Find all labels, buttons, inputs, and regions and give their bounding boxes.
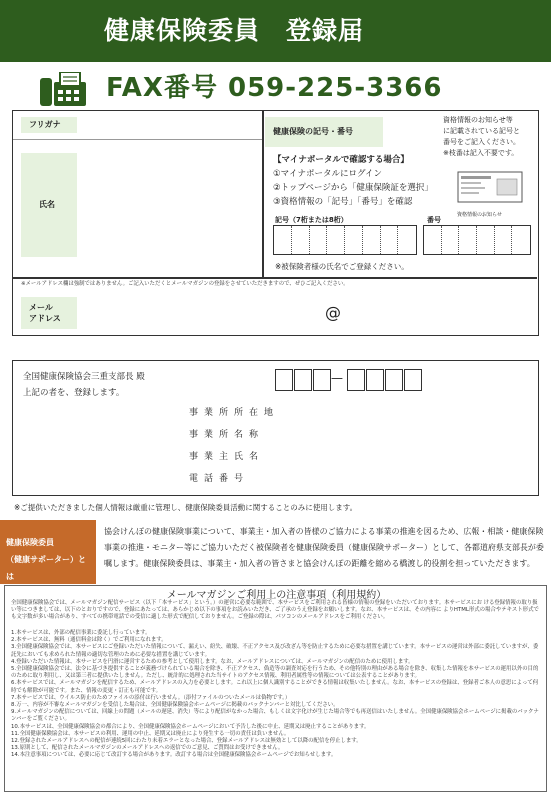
name-label: 氏名 — [21, 153, 77, 257]
phone-label: 電話番号 — [189, 474, 250, 484]
newsletter-terms — [4, 585, 547, 792]
email-note: ※メールアドレス欄は強制ではありません。ご記入いただくとメールマガジンの登録をさせていただきますので、ぜひご記入ください。 — [21, 281, 349, 287]
terms-item: 4.登録いただいた情報は、本サービスを円滑に運営するための参考として使用します。なお、メールアドレスについては、メールマガジンの配信のために使用します。 — [11, 658, 414, 665]
terms-item: 11.全国健康保険協会は、本サービスの利用、運用の中止、延期又は廃止により発生する一切の責任は負いません。 — [11, 730, 290, 737]
terms-item: 14.本注意事項については、必要に応じて改訂する場合があります。改訂する場合は全国健康保険協会ホームページでお知らせします。 — [11, 752, 337, 759]
employer-name-label: 事業主氏名 — [189, 452, 265, 462]
terms-item: 2.本サービスは、無料（通信料金は除く）でご利用になれます。 — [11, 637, 167, 644]
furigana-field[interactable] — [83, 115, 253, 137]
terms-item: 6.本サービスでは、メールマガジンを配信するため、メールアドレスの入力を必要とします。これ以上に個人識別することができる情報は収集いたしません。なお、本サービスの登録は、登録者ご本人の意思によって何時でも解除が可能です。また、情報の変更・訂正も可能です。 — [11, 680, 539, 694]
terms-item: 12.登録されたメールアドレスへの配信が連続5回にわたり未着エラーとなった場合、登録メールアドレスは無効として以降の配信を停止します。 — [11, 738, 362, 745]
email-label — [21, 297, 77, 329]
portal-step: ③資格情報の「記号」「番号」を確認 — [273, 197, 413, 207]
addressee-block — [23, 369, 145, 401]
terms-title: メールマガジンご利用上の注意事項（利用規約） — [166, 590, 387, 601]
name-field[interactable] — [83, 147, 253, 267]
terms-item: 3.全国健康保険協会では、本サービスにご登録いただいた情報について、漏えい、紛失、破壊、不正アクセス及び改ざん等を防止するために必要な措置を講じています。本サービスの運営は外部に委託していますが、委託先においても求められた情報の適切な管理のために必要な措置を講じています。 — [11, 644, 539, 658]
portal-title: 【マイナポータルで確認する場合】 — [273, 155, 409, 165]
code-dash: — — [331, 371, 343, 385]
furigana-divider — [13, 139, 262, 140]
right-note-line: に記載されている記号と — [443, 127, 520, 135]
terms-item: 7.本サービスでは、ウイルス防止のためファイルの添付は行いません。（添付ファイルのついたメールは偽物です。） — [11, 694, 291, 701]
right-note-line: 番号をご記入ください。 — [443, 138, 520, 146]
employer-input-area[interactable] — [283, 399, 533, 491]
terms-item: 13.原則として、配信されたメールマガジンのメールアドレスへの返信でのご意見、ご質問はお受けできません。 — [11, 745, 284, 752]
office-code-right[interactable] — [347, 369, 423, 391]
office-address-label: 事業所所在地 — [189, 408, 280, 418]
member-text: 協会けんぽの健康保険事業について、事業主・加入者の皆様のご協力による事業の推進を図るため、広報・相談・健康保険事業の推進・モニター等にご協力いただく被保険者を健康保険委員（健康保険サポーター）として、各都道府県支部長が委嘱します。健康保険委員は、事業主・加入者の皆さまと協会けんぽの距離を縮める橋渡し的役割を担っていただきます。 — [104, 527, 544, 568]
privacy-note: ※ご提供いただきました個人情報は厳重に管理し、健康保険委員活動に関することのみに使用します。 — [14, 503, 358, 512]
form-divider — [13, 277, 537, 279]
terms-item: 10.本サービスは、全国健康保険協会の都合により、全国健康保険協会ホームページにおいて予告した後に中止、延期又は廃止することがあります。 — [11, 723, 370, 730]
insurance-label: 健康保険の記号・番号 — [265, 117, 383, 147]
right-note — [443, 115, 535, 159]
terms-item: 5.全国健康保険協会では、法令に基づき提供することが義務づけられている場合を除き、不正アクセス、偽造等の調査対応を行うため、その他特別の理由がある場合を除き、収集した情報を本サービスの運用以外の目的のために取り利用し、又は第三者に提供いたしません。ただし、統計的に処理された当サイトのアクセス情報、利用者属性等の情報については公表することがあります。 — [11, 666, 539, 680]
employer-section — [12, 360, 539, 496]
office-code-left[interactable] — [275, 369, 332, 391]
member-label-line: （健康サポーター）とは — [6, 555, 86, 581]
portal-instructions — [273, 153, 433, 209]
card-caption: 資格情報のお知らせ — [457, 212, 502, 218]
terms-item: 9.メールマガジンの配信については、回線上の問題（メールの遅延、消失）等により配信がなかった場合、もしくは文字化けが生じた場合等でも再送信はいたしません。全国健康保険協会ホームページに掲載のバックナンバーをご覧ください。 — [11, 709, 539, 723]
statement: 上記の者を、登録します。 — [23, 388, 125, 398]
fax-machine-icon — [40, 72, 86, 106]
form-title: 健康保険委員 登録届 — [0, 0, 551, 62]
terms-intro: 全国健康保険協会では、メールマガジン配信サービス（以下「本サービス」という。）の運営に必要な範囲で、本サービスをご利用される皆様の情報の登録をいただいております。本サービスにお ける登録情報の取り扱い等につきましては、以下のとおりですので、登録にあたっては、あらかじめ以下の事項をお読みいただき、ご了承のうえ登録をお願いします。なお、本サービスは、その内容に よりHTML形式の場合やテキスト形式でも文字数が多い場合があり、すべての携帯電話での受信に適した形式で配信しておりません。ご登録の際は、パソコンのメールアドレスをご利用ください。 — [11, 600, 539, 621]
right-note-line: ※枝番は記入不要です。 — [443, 149, 519, 157]
member-label-line: 健康保険委員 — [6, 538, 54, 547]
email-field[interactable] — [83, 297, 533, 329]
terms-item: 8.万一、内容が不審なメールマガジンを受信した場合は、全国健康保険協会ホームページに掲載のバックナンバーと対比してください。 — [11, 702, 339, 709]
insurance-card-icon — [457, 171, 523, 211]
furigana-label: フリガナ — [21, 117, 77, 133]
column-divider — [262, 111, 264, 279]
portal-step: ②トップページから「健康保険証を選択」 — [273, 183, 433, 193]
insured-note: ※被保険者様の氏名でご登録ください。 — [275, 262, 409, 271]
portal-step: ①マイナポータルにログイン — [273, 169, 383, 179]
member-description — [0, 520, 551, 584]
fax-number: FAX番号 059-225-3366 — [106, 73, 443, 103]
member-label — [0, 520, 96, 584]
terms-list — [11, 630, 542, 760]
addressee: 全国健康保険協会三重支部長 殿 — [23, 372, 145, 382]
email-at-sign: @ — [325, 303, 341, 322]
bango-digit-boxes[interactable] — [423, 225, 531, 255]
office-name-label: 事業所名称 — [189, 430, 265, 440]
right-note-line: 資格情報のお知らせ等 — [443, 116, 513, 124]
kigo-digit-boxes[interactable] — [273, 225, 417, 255]
email-label-line: メール — [29, 303, 53, 312]
registration-form — [12, 110, 539, 336]
email-label-line: アドレス — [29, 314, 61, 323]
kigo-label: 記号（7桁または8桁） — [275, 216, 348, 224]
fax-row — [0, 62, 551, 110]
bango-label: 番号 — [427, 216, 441, 224]
terms-item: 1.本サービスは、外部の配信事業に委託し行っています。 — [11, 630, 151, 636]
